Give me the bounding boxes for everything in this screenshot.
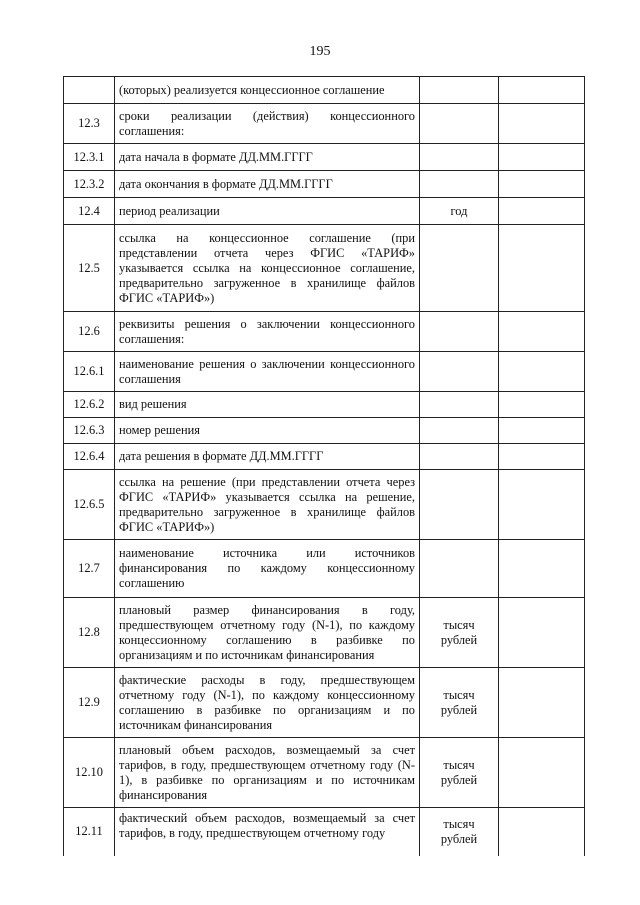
- row-number: 12.10: [64, 738, 115, 808]
- row-unit: [420, 225, 499, 312]
- row-value: [499, 598, 585, 668]
- row-unit: тысяч рублей: [420, 808, 499, 856]
- row-number: 12.8: [64, 598, 115, 668]
- row-unit: тысяч рублей: [420, 598, 499, 668]
- row-number: 12.7: [64, 540, 115, 598]
- row-value: [499, 738, 585, 808]
- row-unit: [420, 312, 499, 352]
- table-row: [64, 738, 585, 808]
- table-row: [64, 470, 585, 540]
- row-value: [499, 312, 585, 352]
- row-number: 12.6.3: [64, 418, 115, 444]
- table-row: [64, 418, 585, 444]
- table-row: [64, 198, 585, 225]
- row-value: [499, 352, 585, 392]
- table-row: [64, 352, 585, 392]
- row-description: ссылка на решение (при представлении отчета через ФГИС «ТАРИФ» указывается ссылка на решение, предварительно загруженное в хранилище файлов ФГИС «ТАРИФ»): [115, 470, 420, 540]
- row-unit: [420, 104, 499, 144]
- row-number: 12.5: [64, 225, 115, 312]
- row-value: [499, 198, 585, 225]
- row-value: [499, 470, 585, 540]
- row-unit: [420, 77, 499, 104]
- table-row: [64, 144, 585, 171]
- row-unit: [420, 144, 499, 171]
- row-description: период реализации: [115, 198, 420, 225]
- row-description: дата начала в формате ДД.ММ.ГГГГ: [115, 144, 420, 171]
- row-description: наименование источника или источников финансирования по каждому концессионному соглашению: [115, 540, 420, 598]
- row-unit: [420, 540, 499, 598]
- row-unit: тысяч рублей: [420, 738, 499, 808]
- table-row: [64, 77, 585, 104]
- table-row: [64, 598, 585, 668]
- row-value: [499, 668, 585, 738]
- row-value: [499, 540, 585, 598]
- row-description: дата решения в формате ДД.ММ.ГГГГ: [115, 444, 420, 470]
- row-number: 12.3.2: [64, 171, 115, 198]
- table-row: [64, 312, 585, 352]
- row-value: [499, 77, 585, 104]
- row-description: наименование решения о заключении концессионного соглашения: [115, 352, 420, 392]
- row-value: [499, 444, 585, 470]
- row-value: [499, 144, 585, 171]
- row-value: [499, 171, 585, 198]
- row-number: 12.9: [64, 668, 115, 738]
- row-unit: [420, 470, 499, 540]
- table-row: [64, 808, 585, 856]
- row-description: сроки реализации (действия) концессионного соглашения:: [115, 104, 420, 144]
- row-number: 12.6.4: [64, 444, 115, 470]
- row-number: 12.3.1: [64, 144, 115, 171]
- row-number: 12.11: [64, 808, 115, 856]
- row-description: фактический объем расходов, возмещаемый за счет тарифов, в году, предшествующем отчетному году: [115, 808, 420, 856]
- row-unit: [420, 392, 499, 418]
- row-number: 12.6.1: [64, 352, 115, 392]
- row-description: реквизиты решения о заключении концессионного соглашения:: [115, 312, 420, 352]
- table-row: [64, 171, 585, 198]
- row-value: [499, 808, 585, 856]
- row-number: 12.3: [64, 104, 115, 144]
- row-unit: [420, 352, 499, 392]
- row-description: вид решения: [115, 392, 420, 418]
- table-row: [64, 104, 585, 144]
- table-row: [64, 444, 585, 470]
- row-number: 12.4: [64, 198, 115, 225]
- table-row: [64, 225, 585, 312]
- row-number: [64, 77, 115, 104]
- table-row: [64, 668, 585, 738]
- row-description: плановый размер финансирования в году, предшествующем отчетному году (N-1), по каждому концессионному соглашению в разбивке по организациям и по источникам финансирования: [115, 598, 420, 668]
- row-number: 12.6.5: [64, 470, 115, 540]
- table-row: [64, 392, 585, 418]
- data-table: [63, 76, 585, 856]
- row-unit: [420, 171, 499, 198]
- row-number: 12.6: [64, 312, 115, 352]
- row-number: 12.6.2: [64, 392, 115, 418]
- row-description: дата окончания в формате ДД.ММ.ГГГГ: [115, 171, 420, 198]
- row-description: плановый объем расходов, возмещаемый за счет тарифов, в году, предшествующем отчетному году (N-1), в разбивке по организациям и по источникам финансирования: [115, 738, 420, 808]
- row-value: [499, 418, 585, 444]
- table-row: [64, 540, 585, 598]
- row-description: ссылка на концессионное соглашение (при представлении отчета через ФГИС «ТАРИФ» указывается ссылка на концессионное соглашение, предварительно загруженное в хранилище файлов ФГИС «ТАРИФ»): [115, 225, 420, 312]
- row-value: [499, 392, 585, 418]
- row-unit: [420, 444, 499, 470]
- row-value: [499, 225, 585, 312]
- row-description: фактические расходы в году, предшествующем отчетному году (N-1), по каждому концессионному соглашению в разбивке по организациям и по источникам финансирования: [115, 668, 420, 738]
- row-description: номер решения: [115, 418, 420, 444]
- row-description: (которых) реализуется концессионное соглашение: [115, 77, 420, 104]
- row-value: [499, 104, 585, 144]
- row-unit: [420, 418, 499, 444]
- row-unit: год: [420, 198, 499, 225]
- page-number: 195: [309, 44, 331, 59]
- row-unit: тысяч рублей: [420, 668, 499, 738]
